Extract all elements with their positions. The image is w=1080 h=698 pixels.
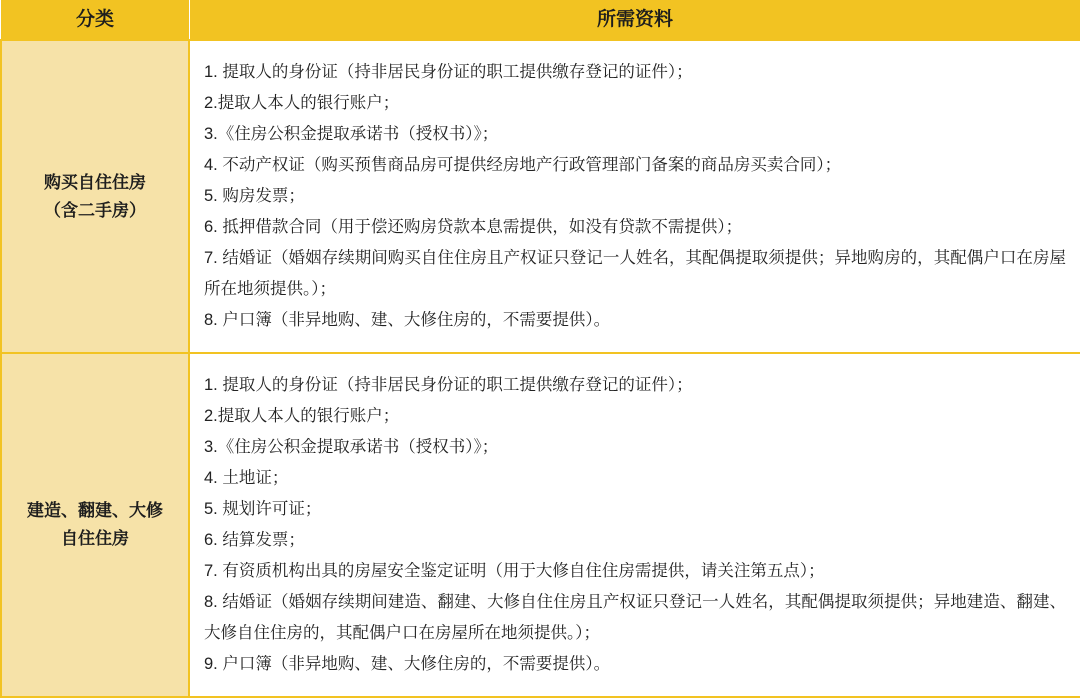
list-item: 5. 规划许可证；	[204, 500, 322, 518]
category-line: 购买自住住房	[44, 172, 146, 192]
category-line: 建造、翻建、大修	[27, 501, 163, 520]
list-item: 8. 户口簿（非异地购、建、大修住房的，不需要提供）。	[204, 311, 611, 329]
category-line: 自住住房	[61, 529, 129, 548]
column-header-materials: 所需资料	[189, 1, 1080, 41]
list-item: 2.提取人本人的银行账户；	[204, 407, 400, 425]
list-item: 4. 土地证；	[204, 469, 289, 487]
list-item: 9. 户口簿（非异地购、建、大修住房的，不需要提供）。	[204, 655, 611, 673]
list-item: 3.《住房公积金提取承诺书（授权书）》；	[204, 125, 499, 143]
list-item: 7. 有资质机构出具的房屋安全鉴定证明（用于大修自住住房需提供，请关注第五点）；	[204, 562, 825, 580]
list-item: 7. 结婚证（婚姻存续期间购买自住住房且产权证只登记一人姓名，其配偶提取须提供；异地购房的，其配偶户口在房屋所在地须提供。）；	[204, 249, 1066, 298]
table-body	[1, 40, 1080, 697]
list-item: 5. 购房发票；	[204, 187, 305, 205]
list-item: 4. 不动产权证（购买预售商品房可提供经房地产行政管理部门备案的商品房买卖合同）；	[204, 156, 842, 174]
table-row	[1, 40, 1080, 353]
list-item: 2.提取人本人的银行账户；	[204, 94, 400, 112]
list-item: 1. 提取人的身份证（持非居民身份证的职工提供缴存登记的证件）；	[204, 376, 693, 394]
list-item: 6. 结算发票；	[204, 531, 305, 549]
category-line: （含二手房）	[44, 200, 146, 220]
table-header	[1, 1, 1080, 41]
materials-cell	[189, 353, 1080, 697]
category-cell	[1, 353, 189, 697]
materials-list	[204, 57, 1066, 336]
list-item: 3.《住房公积金提取承诺书（授权书）》；	[204, 438, 499, 456]
column-header-category: 分类	[1, 1, 189, 41]
materials-list	[204, 370, 1066, 680]
list-item: 6. 抵押借款合同（用于偿还购房贷款本息需提供，如没有贷款不需提供）；	[204, 218, 743, 236]
list-item: 8. 结婚证（婚姻存续期间建造、翻建、大修自住住房且产权证只登记一人姓名，其配偶提取须提供；异地建造、翻建、大修自住住房的，其配偶户口在房屋所在地须提供。）；	[204, 593, 1066, 642]
category-cell	[1, 40, 189, 353]
table-header-row	[1, 1, 1080, 41]
list-item: 1. 提取人的身份证（持非居民身份证的职工提供缴存登记的证件）；	[204, 63, 693, 81]
materials-cell	[189, 40, 1080, 353]
table-row	[1, 353, 1080, 697]
